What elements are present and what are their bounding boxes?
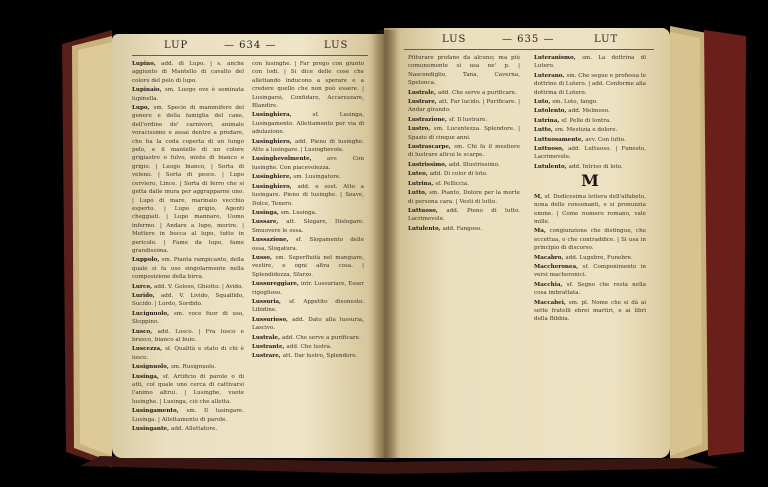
entry-definition: att. Far lucido. | Purificare. | Andar girando. <box>408 99 520 114</box>
entry-definition: sm. Lucentezza. Splendore. | Spazio di cinque anni. <box>408 126 520 141</box>
entry-headword: Lutrina, <box>408 180 436 187</box>
entry-headword: Lucignuolo, <box>132 310 174 317</box>
entry-definition: add. Intriso di loto. <box>568 163 623 170</box>
entry-definition: add. Pieno di lutto. Lacrimevole. <box>408 207 520 223</box>
entry-definition: sm. Loto, fango. <box>552 99 598 106</box>
left-head-guide-word-start: LUP <box>164 40 189 51</box>
entry-headword: Maccabei, <box>534 299 569 306</box>
entry-definition: add. e sost. Atto a lusingare. Pieno di lusinghe. | Soave, Dolce, Tenero. <box>252 183 364 207</box>
entry-definition: sm. Mestizia e dolore. <box>554 127 618 134</box>
dictionary-entry <box>132 363 244 371</box>
entry-headword: Luppolo, <box>132 257 162 264</box>
entry-definition: sf. Lusinga, Lusingamento. Allettamento per via di adulazione. <box>252 112 364 136</box>
entry-definition: add. Pieno di lusinghe. Atto a lusingare. | Lusinghevole. <box>252 138 364 154</box>
right-header-rule <box>404 49 654 50</box>
dictionary-entry <box>132 256 244 281</box>
dictionary-entry <box>252 316 364 333</box>
entry-headword: Lutto, <box>534 127 555 134</box>
dictionary-entry <box>252 111 364 136</box>
entry-headword: Lutolento, <box>534 108 569 115</box>
entry-headword: Lustrascarpe, <box>408 144 455 151</box>
entry-definition: sm. Luogo ove è seminata lupinella. <box>132 87 244 102</box>
dictionary-entry <box>252 236 364 253</box>
entry-headword: Lussureggiare, <box>252 281 301 288</box>
dictionary-entry <box>534 193 646 227</box>
entry-definition: sm. Pianto, Dolore per la morte di persona cara. | Vesti di lutto. <box>408 190 520 205</box>
entry-headword: Lusinghiero, <box>252 138 295 145</box>
entry-headword: Lusco, <box>132 328 158 335</box>
dictionary-entry <box>252 254 364 279</box>
entry-headword: Lusinghiero, <box>252 183 298 190</box>
entry-definition: sf. Segno che resta nella cosa imbrattata. <box>534 281 646 297</box>
entry-definition: Pitturare profano da alcuno; ma più comunemente sì usa ne' p. | Nascondiglio, Tana, Caverna, Spelonca. <box>408 55 520 87</box>
entry-headword: Lusinghiera, <box>252 112 313 119</box>
entry-headword: Luttuoso, <box>408 207 447 214</box>
entry-definition: sm. pl. Nome che si dà ai sette fratelli ebrei martiri, e ai libri della Bibbia. <box>534 299 646 323</box>
entry-headword: Lusinga, <box>252 209 281 216</box>
dictionary-entry <box>132 425 244 433</box>
entry-definition: sm. Il lusingare. Lusinga. | Allettamento di parole. <box>132 408 244 423</box>
right-page-header <box>384 34 670 48</box>
dictionary-entry <box>132 283 244 291</box>
entry-definition: add. Illustrissimo. <box>448 161 500 168</box>
dictionary-entry <box>252 343 364 351</box>
entry-definition: sf. Slogamento delle ossa, Slogatura. <box>252 237 364 252</box>
right-column-2-m-entries <box>534 193 646 324</box>
dictionary-entry <box>534 163 646 171</box>
entry-definition: con lusinghe. | Far prego con giunto con lodi. | Si dice delle cose che allettando inducono a sperare e a credere quello che non può essere. | Lusingarsi, Confidare, Accarezzare, Blandire. <box>252 61 364 110</box>
entry-headword: Lustrale, <box>252 334 282 341</box>
dictionary-entry <box>252 209 364 217</box>
dictionary-entry <box>534 54 646 71</box>
entry-definition: add. Che lustra. <box>286 344 332 350</box>
entry-definition: att. Dar lustro, Splendore. <box>282 353 358 360</box>
entry-definition: add. di Lupo. | s. anche aggiunto di Mantello di cavallo del colore del pelo di lupo. <box>132 61 244 84</box>
dictionary-entry <box>132 104 244 255</box>
dictionary-entry <box>252 173 364 181</box>
right-column-2-lut-entries <box>534 54 646 171</box>
entry-headword: Lussuria, <box>252 298 289 305</box>
dictionary-entry <box>408 143 520 160</box>
entry-headword: Lusingamento, <box>132 408 187 415</box>
entry-headword: Lutrina, <box>534 117 562 124</box>
dictionary-entry <box>534 107 646 115</box>
entry-definition: sf. Pelle di lontra. <box>561 117 611 124</box>
entry-definition: sm. Pianta rampicante, della quale si fa uso singolarmente nella composizione della birra. <box>132 257 244 281</box>
entry-definition: att. Slogare, Dislogare. Smuovere le ossa. <box>252 219 364 234</box>
dictionary-entry <box>132 328 244 345</box>
dictionary-entry <box>252 60 364 110</box>
left-head-guide-word-end: LUS <box>324 40 349 51</box>
dictionary-entry <box>132 292 244 309</box>
entry-headword: Lussare, <box>252 219 287 226</box>
entry-headword: Luttuoso, <box>534 146 569 153</box>
entry-definition: add. Fangoso. <box>442 225 482 232</box>
dictionary-entry <box>252 334 364 342</box>
entry-headword: Maccheronea, <box>534 263 583 270</box>
dictionary-entry <box>408 89 520 97</box>
entry-definition: sm. Che segue e professa le dottrine di Lutero. | add. Conforme alla dottrina di Lutero. <box>534 72 646 96</box>
dictionary-entry <box>408 161 520 169</box>
entry-definition: add. Lugubre, Funebre. <box>565 254 633 261</box>
entry-definition: sm. voce fuor di uso, Stoppino. <box>132 310 244 326</box>
left-header-rule <box>132 55 368 56</box>
dictionary-entry <box>534 263 646 280</box>
dictionary-entry <box>252 298 364 315</box>
right-page <box>384 28 670 458</box>
entry-definition: sf. Il lustrare. <box>448 116 488 123</box>
entry-definition: add. Che serve a purificare. <box>281 334 361 341</box>
dictionary-entry <box>252 218 364 235</box>
entry-definition: sm. Chi fa il mestiere di lustrare altrui le scarpe. <box>408 144 520 159</box>
entry-headword: Lutto, <box>408 190 430 197</box>
entry-headword: Lustro, <box>408 126 434 133</box>
entry-headword: Lupino, <box>132 61 162 67</box>
entry-headword: Lustrale, <box>408 89 438 96</box>
right-column-1 <box>408 54 520 446</box>
entry-definition: sf. Qualità e stato di chi è losco. <box>132 346 244 361</box>
entry-definition: add. Dato alla lussuria, Lascivo. <box>252 316 364 332</box>
dictionary-entry <box>408 189 520 206</box>
entry-definition: sm. Superfluità nel mangiare, vestire, e ogni altra cosa. | Splendidezza, Sfarzo. <box>252 254 364 278</box>
entry-definition: add. Di color di loto. <box>429 171 488 178</box>
right-cover <box>704 30 746 456</box>
dictionary-entry <box>252 155 364 172</box>
entry-headword: Luteranismo, <box>534 55 583 61</box>
entry-headword: Luterano, <box>534 72 567 79</box>
entry-headword: Lusinga, <box>132 373 163 380</box>
dictionary-entry <box>534 254 646 262</box>
dictionary-entry <box>252 280 364 297</box>
dictionary-entry <box>534 145 646 162</box>
entry-definition: add. Che serve a purificare. <box>437 89 517 96</box>
entry-definition: avv. Con lusinghe. Con piacevolezza. <box>252 156 364 171</box>
entry-headword: M, <box>534 193 545 200</box>
entry-headword: Luscezza, <box>132 346 166 353</box>
dictionary-entry <box>132 60 244 85</box>
entry-headword: Lusingante, <box>132 426 171 433</box>
right-column-2 <box>534 54 646 446</box>
entry-definition: intr. Lussuriare, Esser rigoglioso. <box>252 281 364 296</box>
entry-headword: Lustrare, <box>252 353 283 360</box>
dictionary-entry <box>534 126 646 134</box>
entry-definition: sf. Appetito disonesto. Libidine. <box>252 298 364 314</box>
left-column-2 <box>252 60 364 452</box>
dictionary-entry <box>252 352 364 360</box>
dictionary-entry <box>252 138 364 155</box>
dictionary-entry <box>408 54 520 88</box>
entry-headword: Luteo, <box>408 171 430 178</box>
left-page-number: — 634 — <box>224 40 277 51</box>
entry-definition: sm. Lusingatore. <box>293 174 342 181</box>
dictionary-entry <box>534 227 646 252</box>
left-column-1 <box>132 60 244 452</box>
entry-definition: add. Allettatore. <box>170 426 218 433</box>
entry-headword: Lussazione, <box>252 237 296 244</box>
left-page-edges-highlight <box>78 42 112 456</box>
entry-headword: Lupo, <box>132 105 154 112</box>
dictionary-entry <box>408 125 520 142</box>
entry-definition: avv. Con lutto. <box>585 136 626 143</box>
right-page-number: — 635 — <box>502 34 555 45</box>
gutter-shadow <box>372 30 398 460</box>
left-page-header <box>112 40 384 54</box>
entry-headword: Lurido, <box>132 292 161 299</box>
entry-headword: Macabro, <box>534 254 566 261</box>
entry-definition: sf. Dodicesima lettera dell'alfabeto, nona delle consonanti, e si pronunzia emme. | Come numero romano, vale mille. <box>534 193 646 225</box>
entry-headword: Lustrazione, <box>408 116 449 123</box>
dictionary-entry <box>132 86 244 103</box>
entry-headword: Lutulento, <box>408 225 443 232</box>
entry-headword: Lupinaio, <box>132 87 165 94</box>
right-head-guide-word-start: LUS <box>442 34 467 45</box>
entry-definition: add. Losco. | Fra lusco e brusco, bianco al buio. <box>132 328 244 343</box>
entry-definition: add. Melmoso. <box>568 108 610 115</box>
dictionary-entry <box>408 207 520 224</box>
dictionary-entry <box>132 345 244 362</box>
entry-headword: Lussurioso, <box>252 316 293 323</box>
dictionary-entry <box>132 407 244 424</box>
entry-headword: Lusinghiere, <box>252 174 294 181</box>
entry-headword: Ma, <box>534 228 550 235</box>
dictionary-entry <box>408 225 520 233</box>
entry-headword: Lustrare, <box>408 99 439 106</box>
entry-definition: sm. Lusinga. <box>280 209 317 216</box>
dictionary-entry <box>408 170 520 178</box>
entry-headword: Lustrissimo, <box>408 161 449 168</box>
dictionary-entry <box>408 180 520 188</box>
section-letter-m: M <box>581 171 599 191</box>
dictionary-entry <box>534 72 646 97</box>
dictionary-entry <box>534 299 646 324</box>
dictionary-entry <box>408 116 520 124</box>
entry-definition: congiunzione che distingue, che eccettua, o che contraddice. | Si usa in principio di discorso. <box>534 228 646 252</box>
dictionary-entry <box>132 373 244 407</box>
dictionary-entry <box>252 183 364 208</box>
entry-headword: Lusso, <box>252 254 276 261</box>
entry-headword: Lusignuolo, <box>132 364 171 371</box>
entry-headword: Lurco, <box>132 283 154 290</box>
entry-definition: add. V. Livido, Squallido, Sucido. | Lordo, Sordido. <box>132 292 244 308</box>
entry-headword: Lusinghevolmente, <box>252 156 327 163</box>
dictionary-entry <box>408 98 520 115</box>
entry-headword: Lutulento, <box>534 163 569 170</box>
entry-headword: Lustrante, <box>252 344 287 350</box>
left-page <box>112 34 384 458</box>
entry-headword: Macchia, <box>534 281 567 288</box>
entry-headword: Luttuosamente, <box>534 136 586 143</box>
right-page-edges-highlight <box>670 32 702 456</box>
dictionary-entry <box>534 281 646 298</box>
dictionary-entry <box>132 310 244 327</box>
entry-definition: sm. Rusignuolo. <box>170 364 217 371</box>
dictionary-entry <box>534 98 646 106</box>
entry-definition: sm. La dottrina di Lutero. <box>534 55 646 70</box>
dictionary-entry <box>534 117 646 125</box>
entry-definition: sf. Componimento in versi macheronici. <box>534 263 646 279</box>
right-head-guide-word-end: LUT <box>594 34 619 45</box>
entry-definition: add. V. Goloso, Ghiotto. | Avido. <box>153 283 244 290</box>
entry-definition: sf. Pelliccia. <box>435 180 469 187</box>
entry-headword: Luto, <box>534 99 553 106</box>
entry-definition: sm. Specie di mammifero del genere e della famiglia del cane, dell'ordine de' carnivori, animale voracissimo e assai dentro a predare, che ha la coda coperta di un lungo pelo, e il mantello di un colore grigiastro o fulvo, misto di bianco e grigio. | Luogo bianco, | Sorta di veleno. | Sorta di pesce. | Lupo cerviero, Lince. | Sorta di ferro che si getta dalle mura per aggrapparne uno. | Lupo di mare, marinaio vecchio esperto. | Lupo grigio, Agenti cheggiati. | Lupo mannaro, Uomo infermo. | Andare a lupo, morire. | Mettere in bocca al lupo, tutto in pericolo. | Fame da lupo, fame grandissima. <box>132 105 244 254</box>
entry-definition: sf. Artificio di parole o di atti, col quale uno cerca di cattivarsi l'animo altrui. | Lusinghe, vuote lusinghe. | Lusinga, ciò che alletta. <box>132 373 244 405</box>
dictionary-entry <box>534 136 646 144</box>
entry-definition: add. Luttuoso. | Funesto, Lacrimevole. <box>534 146 646 161</box>
